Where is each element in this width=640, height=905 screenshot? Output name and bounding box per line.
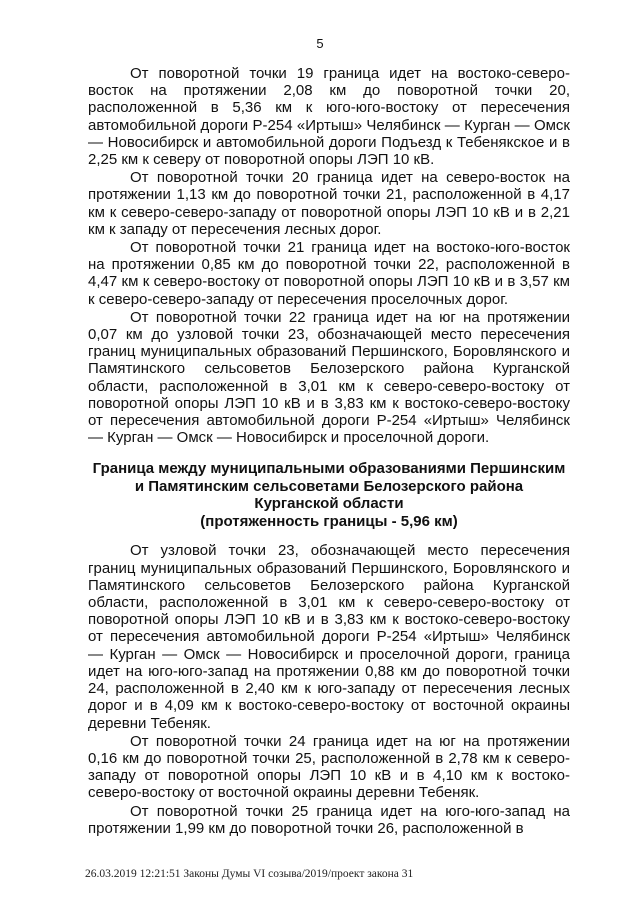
section-heading-line: и Памятинским сельсоветами Белозерского района bbox=[134, 477, 524, 495]
section-heading-line: Курганской области bbox=[254, 495, 404, 513]
paragraph: От поворотной точки 19 граница идет на востоко-северо-восток на протяжении 2,08 км до поворотной точки 20, расположенной в 5,36 км к юго-юго-востоку от пересечения автомобильной дороги Р-254 «Иртыш» Челябинск — Курган — Омск — Новосибирск и автомобильной дороги Подъезд к Тебенякское и в 2,25 км к северу от поворотной опоры ЛЭП 10 кВ. bbox=[88, 65, 570, 169]
section-heading-length: (протяженность границы - 5,96 км) bbox=[200, 512, 458, 530]
document-body bbox=[88, 65, 570, 838]
paragraph: От узловой точки 23, обозначающей место пересечения границ муниципальных образований Першинского, Боровлянского и Памятинского сельсоветов Белозерского района Курганской области, расположенной в 3,01 км к северо-северо-востоку от поворотной опоры ЛЭП 10 кВ и в 3,83 км к востоко-северо-востоку от пересечения автомобильной дороги Р-254 «Иртыш» Челябинск — Курган — Омск — Новосибирск и проселочной дороги, граница идет на юго-юго-запад на протяжении 0,88 км до поворотной точки 24, расположенной в 2,40 км к юго-западу от пересечения лесных дорог и в 4,09 км к востоко-северо-востоку от восточной окраины деревни Тебеняк. bbox=[88, 542, 570, 732]
paragraph: От поворотной точки 21 граница идет на востоко-юго-восток на протяжении 0,85 км до поворотной точки 22, расположенной в 4,47 км к северо-востоку от поворотной опоры ЛЭП 10 кВ и в 3,57 км к северо-северо-западу от пересечения проселочных дорог. bbox=[88, 239, 570, 308]
paragraph: От поворотной точки 20 граница идет на северо-восток на протяжении 1,13 км до поворотной точки 21, расположенной в 4,17 км к северо-северо-западу от поворотной опоры ЛЭП 10 кВ и в 2,21 км к западу от пересечения лесных дорог. bbox=[88, 169, 570, 238]
page-number: 5 bbox=[316, 36, 324, 51]
section-heading bbox=[88, 460, 570, 530]
paragraph: От поворотной точки 25 граница идет на юго-юго-запад на протяжении 1,99 км до поворотной точки 26, расположенной в bbox=[88, 802, 570, 837]
paragraph: От поворотной точки 22 граница идет на юг на протяжении 0,07 км до узловой точки 23, обозначающей место пересечения границ муниципальных образований Першинского, Боровлянского и Памятинского сельсоветов Белозерского района Курганской области, расположенной в 3,01 км к северо-северо-востоку от поворотной опоры ЛЭП 10 кВ и в 3,83 км к востоко-северо-востоку от пересечения автомобильной дороги Р-254 «Иртыш» Челябинск — Курган — Омск — Новосибирск и проселочной дороги. bbox=[88, 308, 570, 447]
section-heading-line: Граница между муниципальными образованиями Першинским bbox=[92, 460, 566, 478]
footer-stamp: 26.03.2019 12:21:51 Законы Думы VI созыва/2019/проект закона 31 bbox=[85, 867, 414, 880]
paragraph: От поворотной точки 24 граница идет на юг на протяжении 0,16 км до поворотной точки 25, расположенной в 2,78 км к северо-западу от поворотной опоры ЛЭП 10 кВ и в 4,10 км к востоко-северо-востоку от восточной окраины деревни Тебеняк. bbox=[88, 732, 570, 802]
